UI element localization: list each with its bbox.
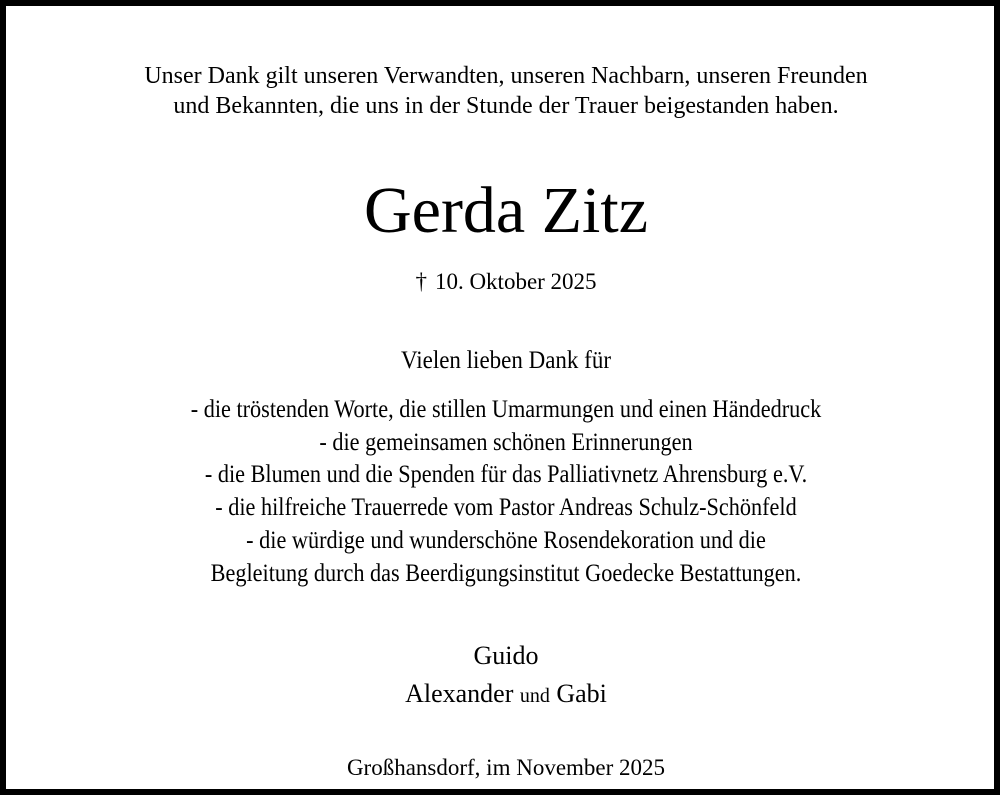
- intro-line-2: und Bekannten, die uns in der Stunde der Trauer beigestanden haben.: [173, 93, 839, 119]
- thanks-item: - die gemeinsamen schönen Erinnerungen: [319, 429, 693, 456]
- signatory-line-1: Guido: [473, 641, 539, 670]
- intro-line-1: Unser Dank gilt unseren Verwandten, unseren Nachbarn, unseren Freunden: [144, 63, 868, 89]
- deceased-name: Gerda Zitz: [363, 174, 648, 247]
- thanks-item: Begleitung durch das Beerdigungsinstitut Goedecke Bestattungen.: [210, 560, 802, 587]
- signatory-name-b: Gabi: [556, 679, 607, 708]
- thanks-item: - die würdige und wunderschöne Rosendekoration und die: [246, 527, 766, 554]
- thanks-item: - die tröstenden Worte, die stillen Umarmungen und einen Händedruck: [190, 396, 822, 423]
- dagger-icon: †: [415, 269, 427, 294]
- thanks-item: - die Blumen und die Spenden für das Palliativnetz Ahrensburg e.V.: [204, 461, 808, 488]
- thanks-item: - die hilfreiche Trauerrede vom Pastor Andreas Schulz-Schönfeld: [215, 494, 797, 521]
- death-date: 10. Oktober 2025: [434, 269, 597, 294]
- signatory-name-a: Alexander: [405, 679, 514, 708]
- place-and-date: Großhansdorf, im November 2025: [346, 755, 666, 780]
- signatory-line-2: [6, 678, 1000, 712]
- signatory-conjunction: und: [519, 685, 550, 707]
- thanks-heading: Vielen lieben Dank für: [400, 347, 612, 374]
- death-date-line: [6, 267, 1000, 297]
